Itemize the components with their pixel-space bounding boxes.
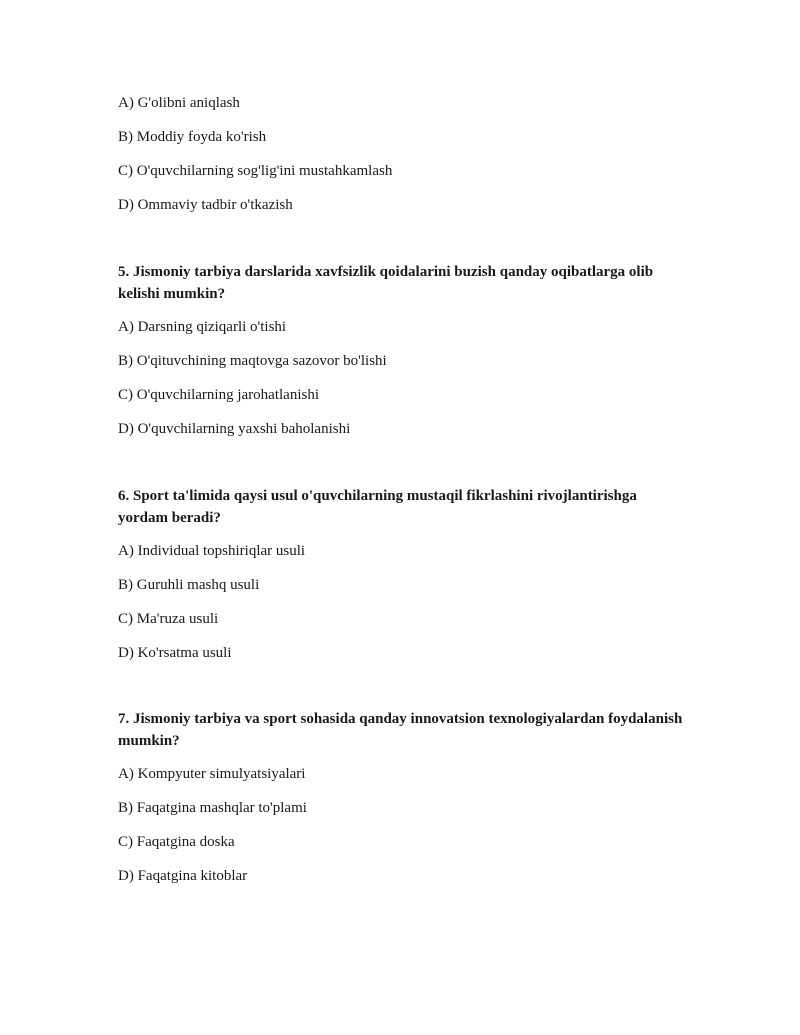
q7-option-b: B) Faqatgina mashqlar to'plami	[118, 800, 307, 816]
q6-question: 6. Sport ta'limida qaysi usul o'quvchilarning mustaqil fikrlashini rivojlantirishga yordam beradi?	[118, 488, 637, 526]
q5-option-c: C) O'quvchilarning jarohatlanishi	[118, 387, 319, 403]
q6-option-a: A) Individual topshiriqlar usuli	[118, 543, 306, 559]
q7-question: 7. Jismoniy tarbiya va sport sohasida qanday innovatsion texnologiyalardan foydalanish mumkin?	[118, 711, 683, 749]
q7-option-a: A) Kompyuter simulyatsiyalari	[118, 766, 306, 782]
q5-option-a: A) Darsning qiziqarli o'tishi	[118, 319, 287, 335]
q5-question: 5. Jismoniy tarbiya darslarida xavfsizlik qoidalarini buzish qanday oqibatlarga olib kelishi mumkin?	[118, 264, 654, 302]
q4-option-b: B) Moddiy foyda ko'rish	[118, 129, 267, 145]
q6-option-c: C) Ma'ruza usuli	[118, 611, 219, 627]
q4-option-d: D) Ommaviy tadbir o'tkazish	[118, 197, 293, 213]
q6-option-b: B) Guruhli mashq usuli	[118, 577, 260, 593]
q7-option-d: D) Faqatgina kitoblar	[118, 868, 248, 884]
q4-option-c: C) O'quvchilarning sog'lig'ini mustahkamlash	[118, 163, 393, 179]
q5-option-b: B) O'qituvchining maqtovga sazovor bo'lishi	[118, 353, 387, 369]
q4-option-a: A) G'olibni aniqlash	[118, 95, 240, 111]
q6-option-d: D) Ko'rsatma usuli	[118, 645, 232, 661]
q7-option-c: C) Faqatgina doska	[118, 834, 235, 850]
q5-option-d: D) O'quvchilarning yaxshi baholanishi	[118, 421, 351, 437]
